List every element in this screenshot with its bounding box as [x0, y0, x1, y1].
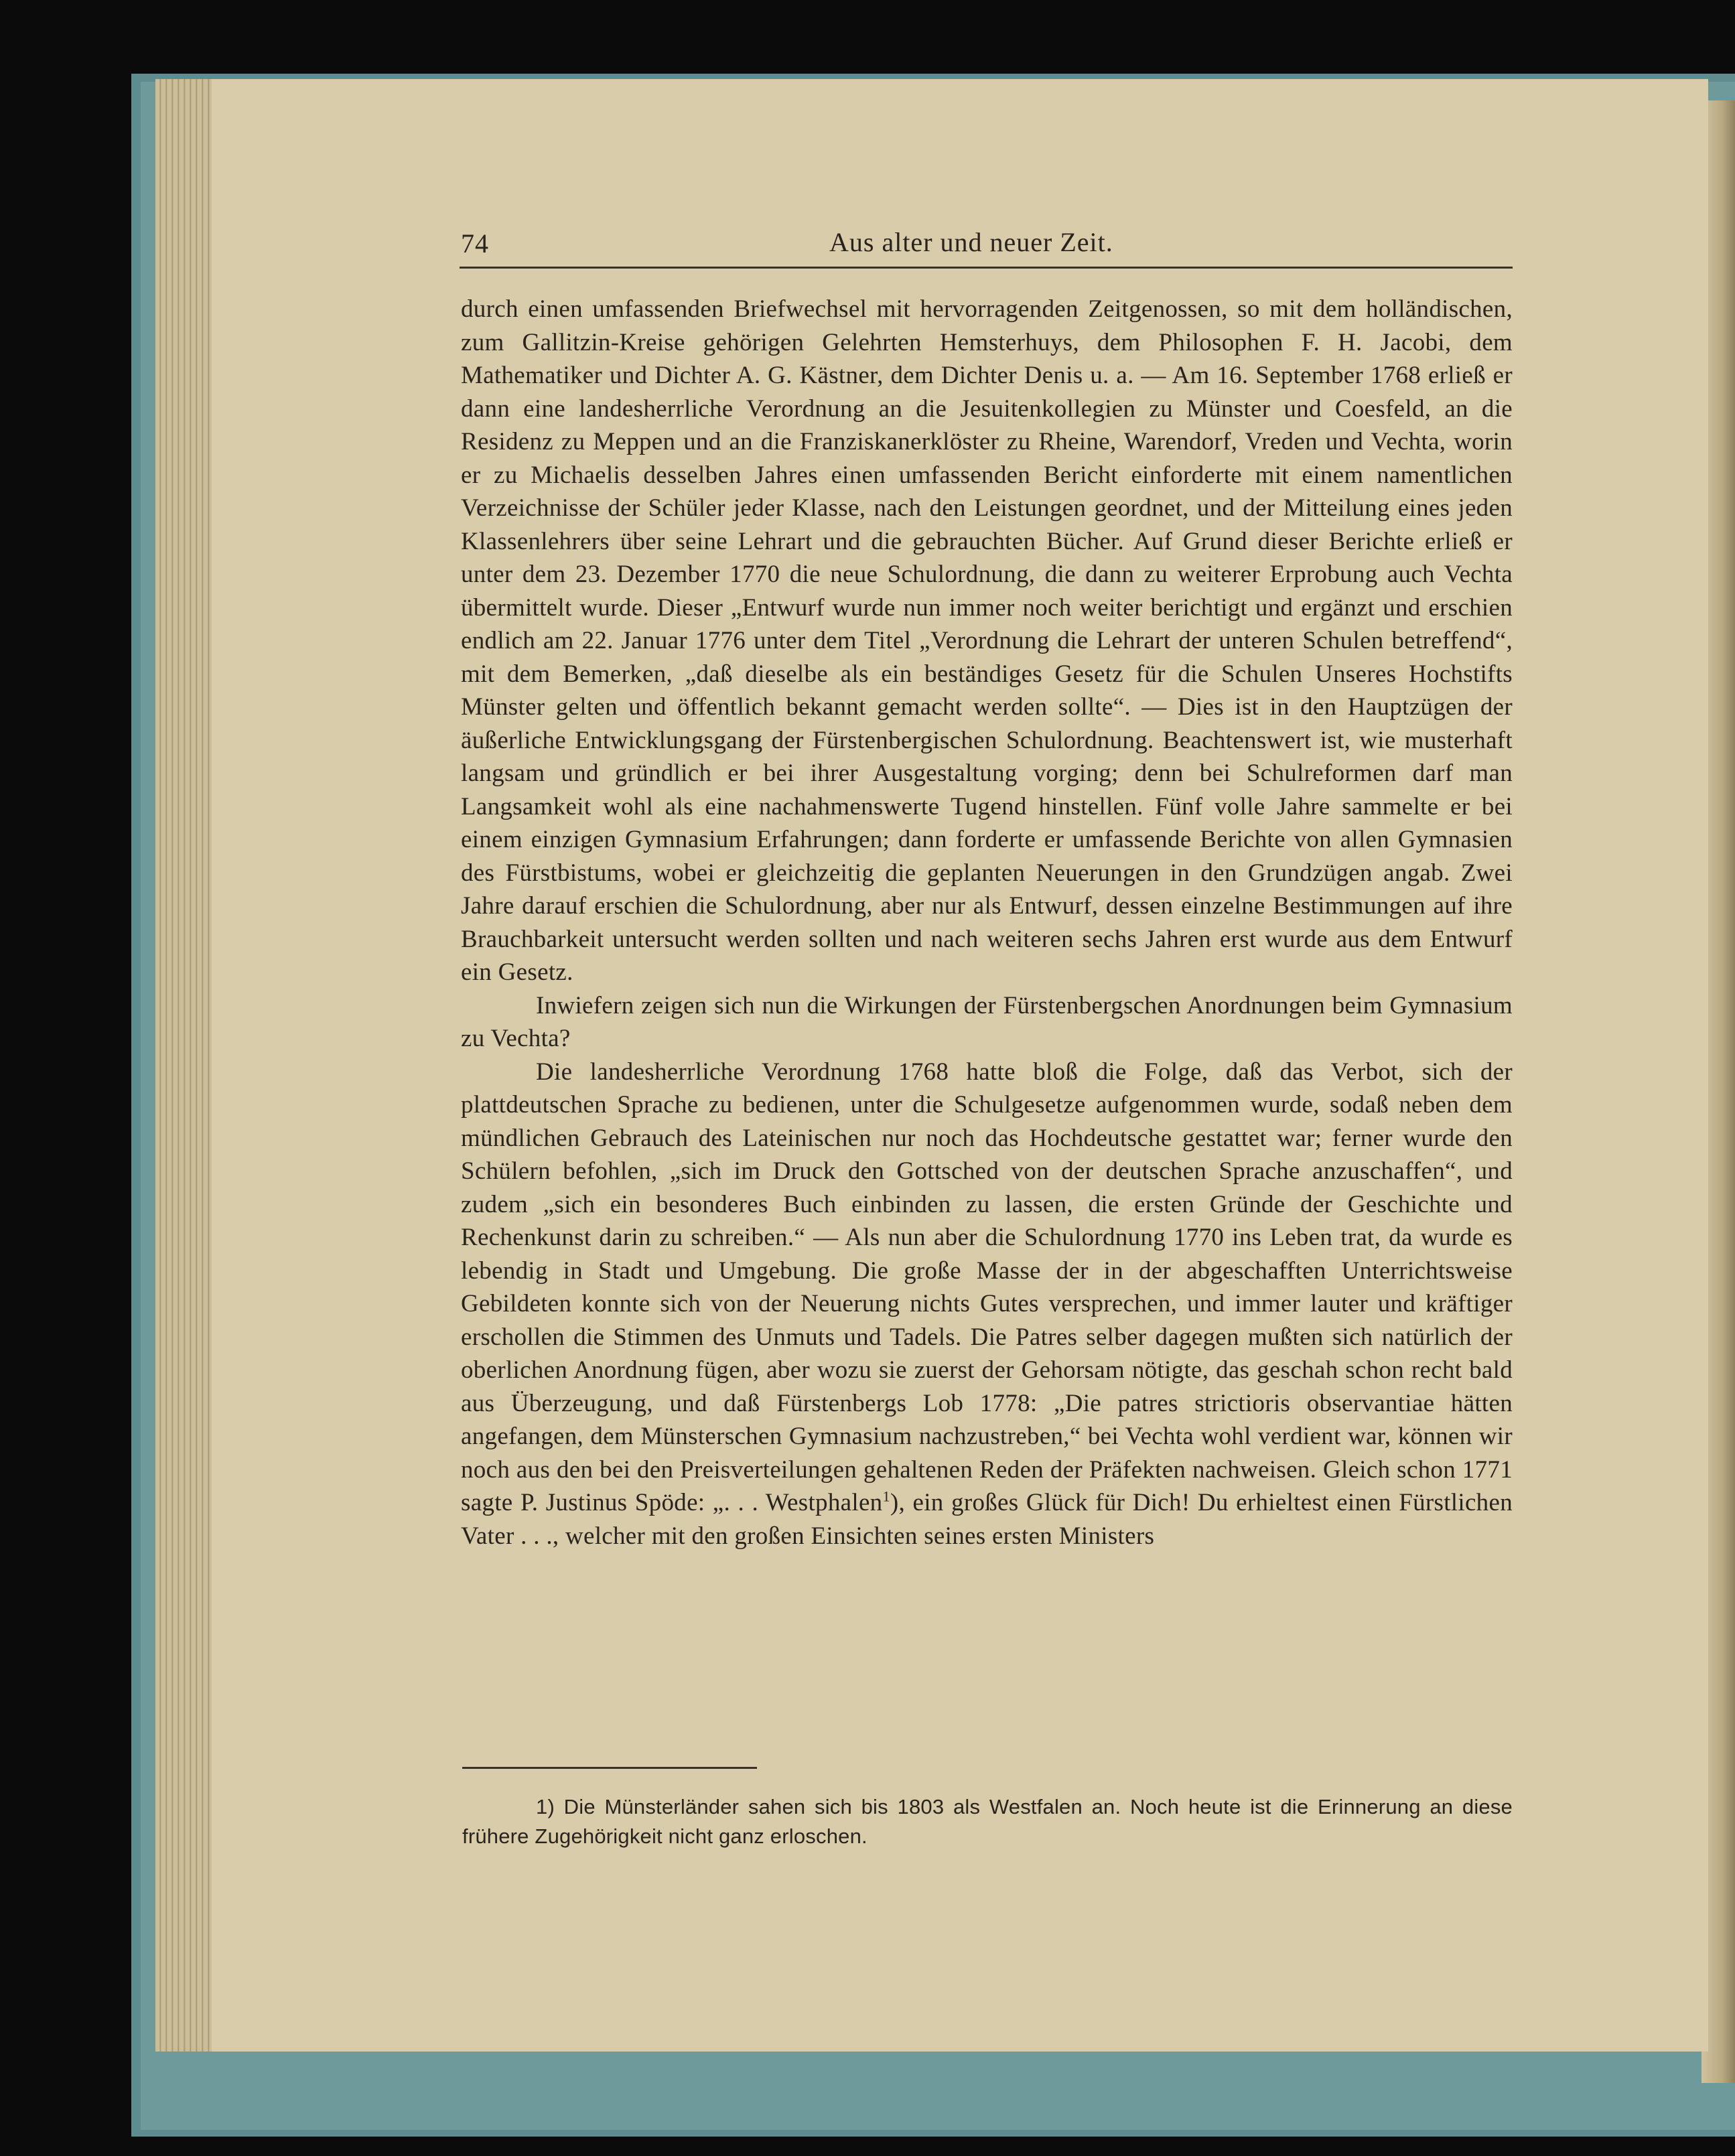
running-title: Aus alter und neuer Zeit.: [829, 227, 1113, 257]
paragraph-3-text: Die landesherrliche Verordnung 1768 hatte bloß die Folge, daß das Verbot, sich der plattdeutschen Sprache zu bedienen, unter die Schulgesetze aufgenommen wurde, sodaß neben dem mündlichen Gebrauch des Lateinischen nur noch das Hochdeutsche gestattet war; ferner wurde den Schülern befohlen, „sich im Druck den Gottsched von der deutschen Sprache anzuschaffen“, und zudem „sich ein besonderes Buch einbinden zu lassen, die ersten Gründe der Geschichte und Rechenkunst darin zu schreiben.“ — Als nun aber die Schulordnung 1770 ins Leben trat, da wurde es lebendig in Stadt und Umgebung. Die große Masse der in der abgeschafften Unterrichtsweise Gebildeten konnte sich von der Neuerung nichts Gutes versprechen, und immer lauter und kräftiger erschollen die Stimmen des Unmuts und Tadels. Die Patres selber dagegen mußten sich natürlich der oberlichen Anordnung fügen, aber wozu sie zuerst der Gehorsam nötigte, das geschah schon recht bald aus Überzeugung, und daß Fürstenbergs Lob 1778: „Die patres strictioris observantiae hätten angefangen, dem Münsterschen Gymnasium nachzustreben,“ bei Vechta wohl verdient war, können wir noch aus den bei den Preisverteilungen gehaltenen Reden der Präfekten nachweisen. Gleich schon 1771 sagte P. Justinus Spöde: „. . . Westphalen: [461, 1058, 1513, 1516]
paragraph-3-tail: ), ein großes Glück für Dich! Du erhieltest einen Fürstlichen Vater . . ., welcher mit den großen Einsichten seines ersten Ministers: [461, 1489, 1513, 1550]
footnote-reference: 1: [882, 1488, 890, 1505]
header-rule: [460, 267, 1513, 269]
footnote: [462, 1792, 1513, 1851]
paragraph-2: Inwiefern zeigen sich nun die Wirkungen der Fürstenbergschen Anordnungen beim Gymnasium zu Vechta?: [461, 991, 1513, 1052]
page-header: [461, 228, 1513, 268]
footnote-text: Die Münsterländer sahen sich bis 1803 als Westfalen an. Noch heute ist die Erinnerung an diese frühere Zugehörigkeit nicht ganz erloschen.: [462, 1795, 1513, 1848]
footnote-rule: [462, 1767, 757, 1769]
stacked-page-edges: [155, 79, 216, 2052]
page-number: 74: [461, 228, 489, 259]
footnote-marker: 1): [536, 1795, 555, 1818]
paragraph-3: [461, 1056, 1513, 1553]
paragraph-1: durch einen umfassenden Briefwechsel mit hervorragenden Zeitgenossen, so mit dem holländischen, zum Gallitzin-Kreise gehörigen Gelehrten Hemsterhuys, dem Philosophen F. H. Jacobi, dem Mathematiker und Dichter A. G. Kästner, dem Dichter Denis u. a. — Am 16. September 1768 erließ er dann eine landesherrliche Verordnung an die Jesuitenkollegien zu Münster und Coesfeld, an die Residenz zu Meppen und an die Franziskanerklöster zu Rheine, Warendorf, Vreden und Vechta, worin er zu Michaelis desselben Jahres einen umfassenden Bericht einforderte mit einem namentlichen Verzeichnisse der Schüler jeder Klasse, nach den Leistungen geordnet, und der Mitteilung eines jeden Klassenlehrers über seine Lehrart und die gebrauchten Bücher. Auf Grund dieser Berichte erließ er unter dem 23. Dezember 1770 die neue Schulordnung, die dann zu weiterer Erprobung auch Vechta übermittelt wurde. Dieser „Entwurf wurde nun immer noch weiter berichtigt und ergänzt und erschien endlich am 22. Januar 1776 unter dem Titel „Verordnung die Lehrart der unteren Schulen betreffend“, mit dem Bemerken, „daß dieselbe als ein beständiges Gesetz für die Schulen Unseres Hochstifts Münster gelten und öffentlich bekannt gemacht werden sollte“. — Dies ist in den Hauptzügen der äußerliche Entwicklungsgang der Fürstenbergischen Schulordnung. Beachtenswert ist, wie musterhaft langsam und gründlich er bei ihrer Ausgestaltung vorging; denn bei Schulreformen darf man Langsamkeit wohl als eine nachahmenswerte Tugend hinstellen. Fünf volle Jahre sammelte er bei einem einzigen Gymnasium Erfahrungen; dann forderte er umfassende Berichte von allen Gymnasien des Fürstbistums, wobei er gleichzeitig die geplanten Neuerungen in den Grundzügen angab. Zwei Jahre darauf erschien die Schulordnung, aber nur als Entwurf, dessen einzelne Bestimmungen auf ihre Brauchbarkeit untersucht werden sollten und nach weiteren sechs Jahren erst wurde aus dem Entwurf ein Gesetz.: [461, 295, 1513, 986]
body-text: [461, 293, 1513, 1553]
